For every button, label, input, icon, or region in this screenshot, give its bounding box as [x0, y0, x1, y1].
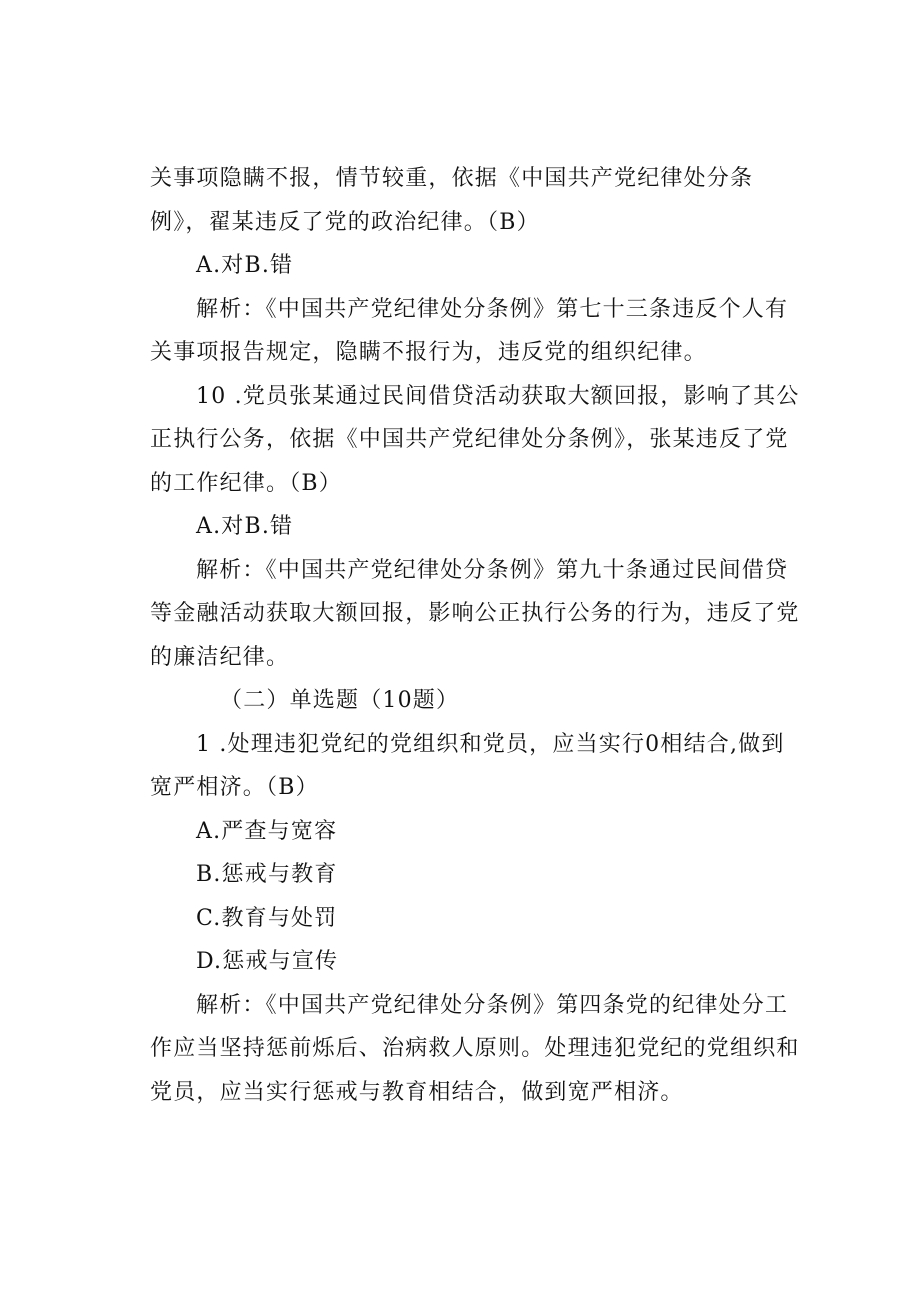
explanation-line: 解析：《中国共产党纪律处分条例》第四条党的纪律处分工 [196, 992, 789, 1018]
text-line: 党员，应当实行惩戒与教育相结合，做到宽严相济。 [150, 1079, 684, 1105]
option-d: D.惩戒与宣传 [196, 949, 339, 974]
explanation-line: 解析：《中国共产党纪律处分条例》第九十条通过民间借贷 [196, 557, 789, 583]
option-b: B.惩戒与教育 [196, 862, 338, 887]
text-line: 宽严相济。（B） [150, 775, 319, 800]
document-body [150, 157, 802, 1114]
text-line: 正执行公务，依据《中国共产党纪律处分条例》，张某违反了党 [150, 427, 789, 452]
text-line: 作应当坚持惩前烁后、治病救人原则。处理违犯党纪的党组织和 [150, 1036, 800, 1061]
text-line: 关事项报告规定，隐瞒不报行为，违反党的组织纪律。 [150, 340, 707, 365]
question-line: 10 .党员张某通过民间借贷活动获取大额回报，影响了其公 [196, 383, 800, 409]
text-line: 的廉洁纪律。 [150, 644, 290, 670]
text-line: 例》，翟某违反了党的政治纪律。（B） [150, 209, 540, 235]
section-heading: （二）单选题（10题） [220, 688, 460, 713]
option-c: C.教育与处罚 [196, 905, 338, 931]
text-line: 等金融活动获取大额回报，影响公正执行公务的行为，违反了党 [150, 601, 800, 626]
explanation-line: 解析：《中国共产党纪律处分条例》第七十三条违反个人有 [196, 296, 789, 322]
text-line: 的工作纪律。（B） [150, 470, 342, 496]
answer-options: A.对B.错 [196, 253, 294, 278]
answer-options: A.对B.错 [196, 514, 294, 539]
question-line: 1 .处理违犯党纪的党组织和党员，应当实行0相结合,做到 [196, 731, 785, 757]
text-line: 关事项隐瞒不报，情节较重，依据《中国共产党纪律处分条 [150, 166, 754, 191]
option-a: A.严查与宽容 [196, 818, 338, 844]
